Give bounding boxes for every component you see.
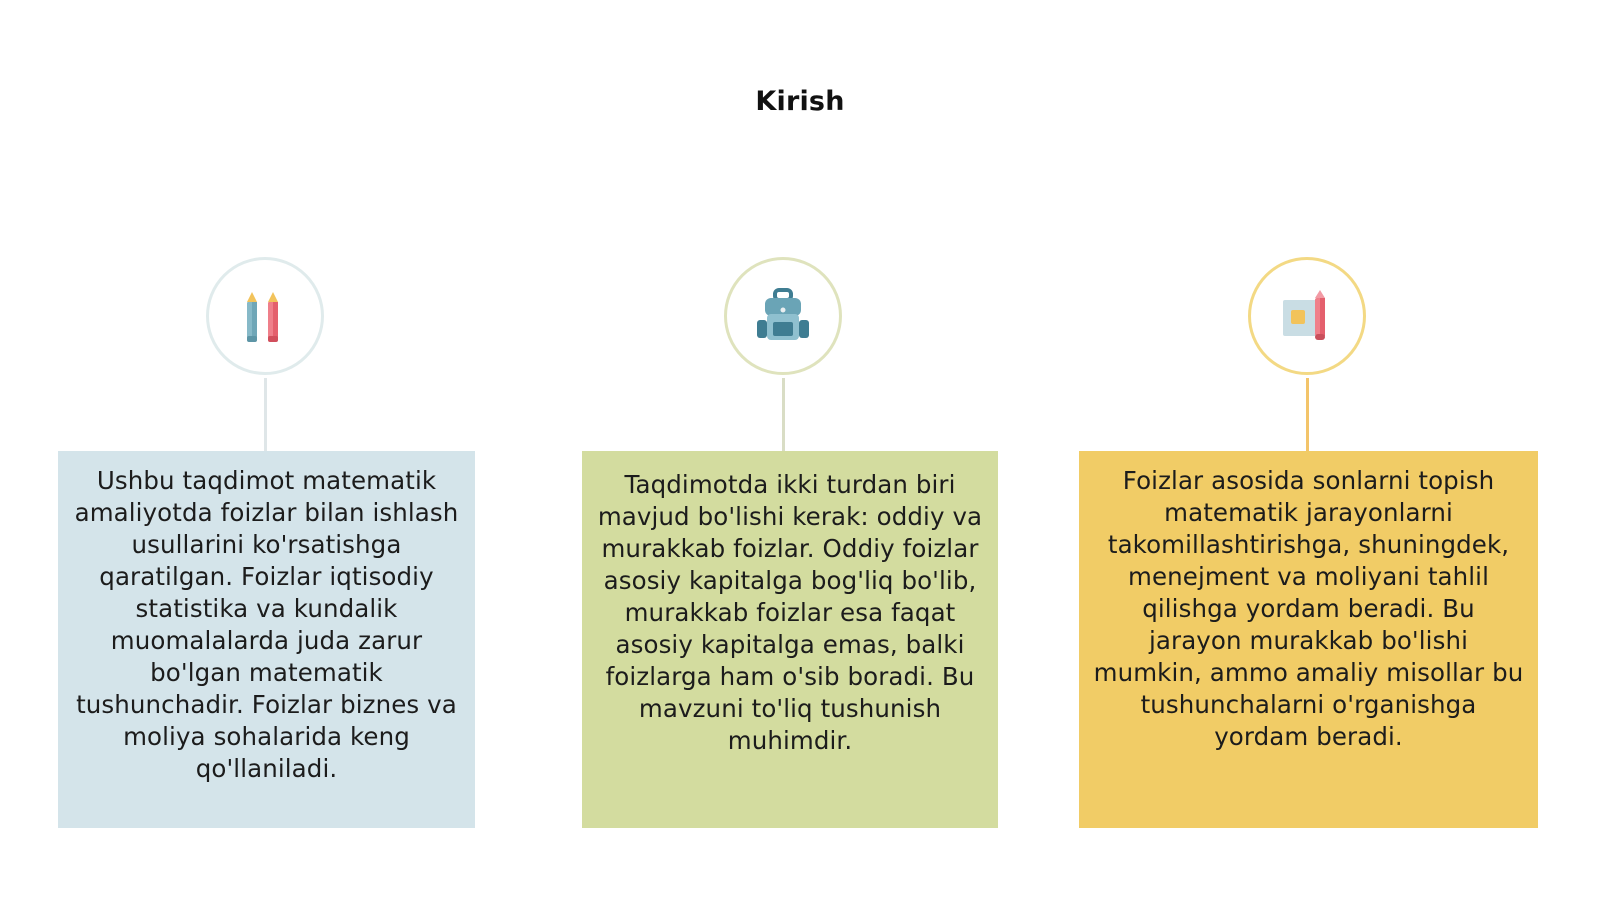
connector-line-1 [264,378,267,451]
info-card-2: Taqdimotda ikki turdan biri mavjud bo'lishi kerak: oddiy va murakkab foizlar. Oddiy foizlar asosiy kapitalga bog'liq bo'lib, murakkab foizlar esa faqat asosiy kapitalga emas, balki foizlarga ham o'sib boradi. Bu mavzuni to'liq tushunish muhimdir. [582,451,998,828]
info-card-3: Foizlar asosida sonlarni topish matematik jarayonlarni takomillashtirishga, shuningdek, menejment va moliyani tahlil qilishga yordam beradi. Bu jarayon murakkab bo'lishi mumkin, ammo amaliy misollar bu tushunchalarni o'rganishga yordam beradi. [1079,451,1538,828]
pencils-icon [240,286,290,346]
icon-circle-3 [1248,257,1366,375]
backpack-icon [753,286,813,346]
icon-circle-2 [724,257,842,375]
connector-line-2 [782,378,785,453]
icon-circle-1 [206,257,324,375]
paper-and-pencil-icon [1277,286,1337,346]
connector-line-3 [1306,378,1309,451]
slide-title: Kirish [755,86,845,117]
info-card-1: Ushbu taqdimot matematik amaliyotda foizlar bilan ishlash usullarini ko'rsatishga qaratilgan. Foizlar iqtisodiy statistika va kundalik muomalalarda juda zarur bo'lgan matematik tushunchadir. Foizlar biznes va moliya sohalarida keng qo'llaniladi. [58,451,475,828]
